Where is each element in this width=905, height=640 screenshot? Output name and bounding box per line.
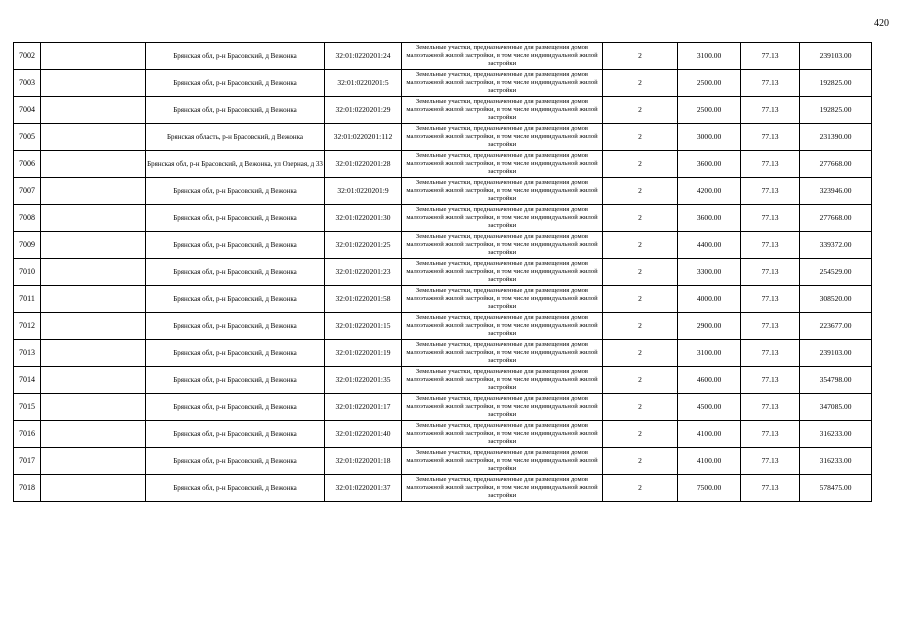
table-row <box>14 124 872 151</box>
empty-cell <box>41 178 146 205</box>
land-use-cell: Земельные участки, предназначенные для размещения домов малоэтажной жилой застройки, в том числе индивидуальной жилой застройки <box>402 43 603 70</box>
cadastral-number-cell: 32:01:0220201:15 <box>325 313 402 340</box>
cadastral-number-cell: 32:01:0220201:25 <box>325 232 402 259</box>
land-use-cell: Земельные участки, предназначенные для размещения домов малоэтажной жилой застройки, в том числе индивидуальной жилой застройки <box>402 178 603 205</box>
rate-cell: 77.13 <box>741 70 800 97</box>
row-number-cell: 7011 <box>14 286 41 313</box>
empty-cell <box>41 286 146 313</box>
area-cell: 3600.00 <box>678 151 741 178</box>
address-cell: Брянская обл, р-н Брасовский, д Вежонка <box>146 43 325 70</box>
cadastral-value-cell: 277668.00 <box>800 151 872 178</box>
table-row <box>14 70 872 97</box>
rate-cell: 77.13 <box>741 232 800 259</box>
land-use-cell: Земельные участки, предназначенные для размещения домов малоэтажной жилой застройки, в том числе индивидуальной жилой застройки <box>402 367 603 394</box>
cadastral-number-cell: 32:01:0220201:58 <box>325 286 402 313</box>
address-cell: Брянская обл, р-н Брасовский, д Вежонка <box>146 313 325 340</box>
cadastral-value-table <box>13 42 872 502</box>
land-use-cell: Земельные участки, предназначенные для размещения домов малоэтажной жилой застройки, в том числе индивидуальной жилой застройки <box>402 70 603 97</box>
category-cell: 2 <box>603 286 678 313</box>
table-row <box>14 367 872 394</box>
cadastral-value-cell: 323946.00 <box>800 178 872 205</box>
row-number-cell: 7009 <box>14 232 41 259</box>
rate-cell: 77.13 <box>741 151 800 178</box>
rate-cell: 77.13 <box>741 475 800 502</box>
cadastral-number-cell: 32:01:0220201:17 <box>325 394 402 421</box>
cadastral-value-cell: 316233.00 <box>800 421 872 448</box>
address-cell: Брянская обл, р-н Брасовский, д Вежонка <box>146 178 325 205</box>
area-cell: 4000.00 <box>678 286 741 313</box>
table-row <box>14 340 872 367</box>
row-number-cell: 7014 <box>14 367 41 394</box>
empty-cell <box>41 124 146 151</box>
land-use-cell: Земельные участки, предназначенные для размещения домов малоэтажной жилой застройки, в том числе индивидуальной жилой застройки <box>402 475 603 502</box>
row-number-cell: 7010 <box>14 259 41 286</box>
table-body <box>14 43 872 502</box>
row-number-cell: 7017 <box>14 448 41 475</box>
empty-cell <box>41 259 146 286</box>
category-cell: 2 <box>603 178 678 205</box>
area-cell: 4600.00 <box>678 367 741 394</box>
land-use-cell: Земельные участки, предназначенные для размещения домов малоэтажной жилой застройки, в том числе индивидуальной жилой застройки <box>402 97 603 124</box>
category-cell: 2 <box>603 448 678 475</box>
rate-cell: 77.13 <box>741 448 800 475</box>
empty-cell <box>41 70 146 97</box>
empty-cell <box>41 421 146 448</box>
category-cell: 2 <box>603 232 678 259</box>
row-number-cell: 7016 <box>14 421 41 448</box>
category-cell: 2 <box>603 259 678 286</box>
address-cell: Брянская обл, р-н Брасовский, д Вежонка <box>146 205 325 232</box>
rate-cell: 77.13 <box>741 394 800 421</box>
address-cell: Брянская обл, р-н Брасовский, д Вежонка <box>146 340 325 367</box>
cadastral-number-cell: 32:01:0220201:35 <box>325 367 402 394</box>
empty-cell <box>41 367 146 394</box>
row-number-cell: 7012 <box>14 313 41 340</box>
land-use-cell: Земельные участки, предназначенные для размещения домов малоэтажной жилой застройки, в том числе индивидуальной жилой застройки <box>402 151 603 178</box>
category-cell: 2 <box>603 421 678 448</box>
land-use-cell: Земельные участки, предназначенные для размещения домов малоэтажной жилой застройки, в том числе индивидуальной жилой застройки <box>402 421 603 448</box>
cadastral-number-cell: 32:01:0220201:30 <box>325 205 402 232</box>
rate-cell: 77.13 <box>741 367 800 394</box>
area-cell: 4100.00 <box>678 421 741 448</box>
empty-cell <box>41 448 146 475</box>
land-use-cell: Земельные участки, предназначенные для размещения домов малоэтажной жилой застройки, в том числе индивидуальной жилой застройки <box>402 448 603 475</box>
row-number-cell: 7007 <box>14 178 41 205</box>
empty-cell <box>41 313 146 340</box>
address-cell: Брянская обл, р-н Брасовский, д Вежонка <box>146 286 325 313</box>
cadastral-value-cell: 239103.00 <box>800 340 872 367</box>
rate-cell: 77.13 <box>741 205 800 232</box>
area-cell: 3100.00 <box>678 43 741 70</box>
cadastral-number-cell: 32:01:0220201:23 <box>325 259 402 286</box>
table-row <box>14 313 872 340</box>
area-cell: 2500.00 <box>678 97 741 124</box>
land-use-cell: Земельные участки, предназначенные для размещения домов малоэтажной жилой застройки, в том числе индивидуальной жилой застройки <box>402 124 603 151</box>
area-cell: 3100.00 <box>678 340 741 367</box>
table-row <box>14 394 872 421</box>
area-cell: 4500.00 <box>678 394 741 421</box>
address-cell: Брянская обл, р-н Брасовский, д Вежонка <box>146 421 325 448</box>
row-number-cell: 7004 <box>14 97 41 124</box>
address-cell: Брянская обл, р-н Брасовский, д Вежонка <box>146 70 325 97</box>
land-use-cell: Земельные участки, предназначенные для размещения домов малоэтажной жилой застройки, в том числе индивидуальной жилой застройки <box>402 340 603 367</box>
table-row <box>14 286 872 313</box>
table-row <box>14 421 872 448</box>
category-cell: 2 <box>603 205 678 232</box>
category-cell: 2 <box>603 43 678 70</box>
address-cell: Брянская область, р-н Брасовский, д Вежонка <box>146 124 325 151</box>
empty-cell <box>41 394 146 421</box>
table-row <box>14 43 872 70</box>
cadastral-number-cell: 32:01:0220201:112 <box>325 124 402 151</box>
rate-cell: 77.13 <box>741 286 800 313</box>
area-cell: 4200.00 <box>678 178 741 205</box>
table-row <box>14 97 872 124</box>
cadastral-value-cell: 347085.00 <box>800 394 872 421</box>
table-row <box>14 151 872 178</box>
category-cell: 2 <box>603 97 678 124</box>
row-number-cell: 7006 <box>14 151 41 178</box>
cadastral-value-cell: 231390.00 <box>800 124 872 151</box>
cadastral-value-cell: 354798.00 <box>800 367 872 394</box>
cadastral-value-cell: 239103.00 <box>800 43 872 70</box>
category-cell: 2 <box>603 340 678 367</box>
cadastral-number-cell: 32:01:0220201:9 <box>325 178 402 205</box>
area-cell: 7500.00 <box>678 475 741 502</box>
category-cell: 2 <box>603 313 678 340</box>
category-cell: 2 <box>603 124 678 151</box>
rate-cell: 77.13 <box>741 124 800 151</box>
land-use-cell: Земельные участки, предназначенные для размещения домов малоэтажной жилой застройки, в том числе индивидуальной жилой застройки <box>402 313 603 340</box>
rate-cell: 77.13 <box>741 313 800 340</box>
cadastral-number-cell: 32:01:0220201:5 <box>325 70 402 97</box>
address-cell: Брянская обл, р-н Брасовский, д Вежонка <box>146 97 325 124</box>
address-cell: Брянская обл, р-н Брасовский, д Вежонка, ул Озерная, д 33 <box>146 151 325 178</box>
category-cell: 2 <box>603 151 678 178</box>
table-row <box>14 259 872 286</box>
empty-cell <box>41 205 146 232</box>
area-cell: 2900.00 <box>678 313 741 340</box>
address-cell: Брянская обл, р-н Брасовский, д Вежонка <box>146 232 325 259</box>
cadastral-number-cell: 32:01:0220201:18 <box>325 448 402 475</box>
cadastral-number-cell: 32:01:0220201:40 <box>325 421 402 448</box>
empty-cell <box>41 43 146 70</box>
empty-cell <box>41 151 146 178</box>
category-cell: 2 <box>603 394 678 421</box>
land-use-cell: Земельные участки, предназначенные для размещения домов малоэтажной жилой застройки, в том числе индивидуальной жилой застройки <box>402 232 603 259</box>
land-use-cell: Земельные участки, предназначенные для размещения домов малоэтажной жилой застройки, в том числе индивидуальной жилой застройки <box>402 205 603 232</box>
row-number-cell: 7005 <box>14 124 41 151</box>
table-row <box>14 178 872 205</box>
category-cell: 2 <box>603 367 678 394</box>
address-cell: Брянская обл, р-н Брасовский, д Вежонка <box>146 448 325 475</box>
category-cell: 2 <box>603 70 678 97</box>
table-row <box>14 475 872 502</box>
area-cell: 4400.00 <box>678 232 741 259</box>
cadastral-number-cell: 32:01:0220201:24 <box>325 43 402 70</box>
row-number-cell: 7015 <box>14 394 41 421</box>
row-number-cell: 7013 <box>14 340 41 367</box>
empty-cell <box>41 232 146 259</box>
row-number-cell: 7003 <box>14 70 41 97</box>
address-cell: Брянская обл, р-н Брасовский, д Вежонка <box>146 394 325 421</box>
row-number-cell: 7002 <box>14 43 41 70</box>
page-number: 420 <box>874 18 889 29</box>
land-use-cell: Земельные участки, предназначенные для размещения домов малоэтажной жилой застройки, в том числе индивидуальной жилой застройки <box>402 286 603 313</box>
address-cell: Брянская обл, р-н Брасовский, д Вежонка <box>146 367 325 394</box>
rate-cell: 77.13 <box>741 421 800 448</box>
cadastral-value-cell: 192825.00 <box>800 97 872 124</box>
land-use-cell: Земельные участки, предназначенные для размещения домов малоэтажной жилой застройки, в том числе индивидуальной жилой застройки <box>402 259 603 286</box>
cadastral-value-cell: 339372.00 <box>800 232 872 259</box>
cadastral-value-cell: 192825.00 <box>800 70 872 97</box>
table-row <box>14 448 872 475</box>
cadastral-value-cell: 223677.00 <box>800 313 872 340</box>
cadastral-number-cell: 32:01:0220201:19 <box>325 340 402 367</box>
cadastral-value-cell: 308520.00 <box>800 286 872 313</box>
address-cell: Брянская обл, р-н Брасовский, д Вежонка <box>146 259 325 286</box>
area-cell: 3600.00 <box>678 205 741 232</box>
rate-cell: 77.13 <box>741 340 800 367</box>
cadastral-value-cell: 316233.00 <box>800 448 872 475</box>
row-number-cell: 7008 <box>14 205 41 232</box>
rate-cell: 77.13 <box>741 43 800 70</box>
area-cell: 3300.00 <box>678 259 741 286</box>
cadastral-number-cell: 32:01:0220201:28 <box>325 151 402 178</box>
cadastral-value-cell: 277668.00 <box>800 205 872 232</box>
area-cell: 3000.00 <box>678 124 741 151</box>
cadastral-number-cell: 32:01:0220201:37 <box>325 475 402 502</box>
empty-cell <box>41 340 146 367</box>
empty-cell <box>41 97 146 124</box>
rate-cell: 77.13 <box>741 178 800 205</box>
cadastral-value-cell: 254529.00 <box>800 259 872 286</box>
cadastral-number-cell: 32:01:0220201:29 <box>325 97 402 124</box>
land-use-cell: Земельные участки, предназначенные для размещения домов малоэтажной жилой застройки, в том числе индивидуальной жилой застройки <box>402 394 603 421</box>
address-cell: Брянская обл, р-н Брасовский, д Вежонка <box>146 475 325 502</box>
area-cell: 4100.00 <box>678 448 741 475</box>
empty-cell <box>41 475 146 502</box>
rate-cell: 77.13 <box>741 97 800 124</box>
rate-cell: 77.13 <box>741 259 800 286</box>
area-cell: 2500.00 <box>678 70 741 97</box>
category-cell: 2 <box>603 475 678 502</box>
table-row <box>14 232 872 259</box>
table-row <box>14 205 872 232</box>
cadastral-value-cell: 578475.00 <box>800 475 872 502</box>
row-number-cell: 7018 <box>14 475 41 502</box>
